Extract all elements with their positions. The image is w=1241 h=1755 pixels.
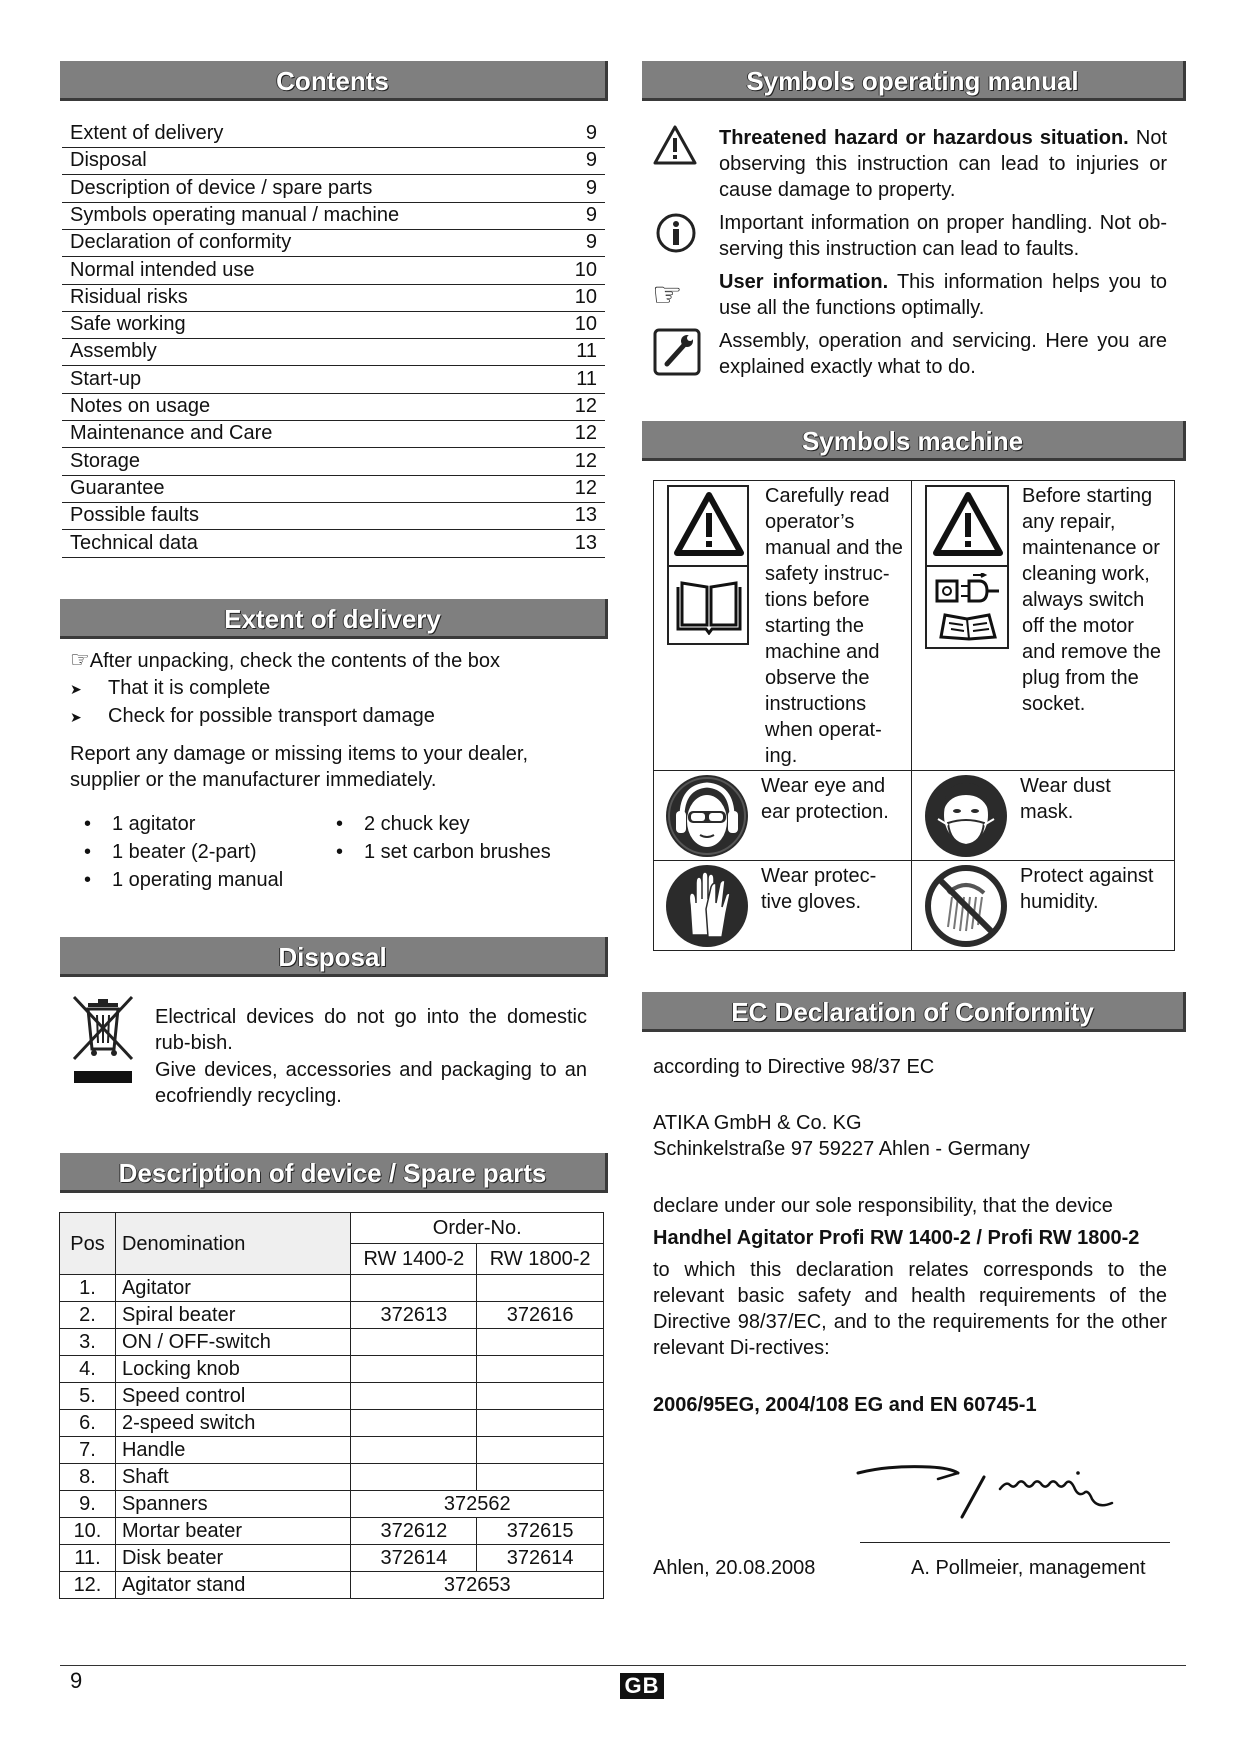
signature-line xyxy=(860,1542,1170,1543)
table-row xyxy=(60,1545,604,1572)
hand-pointer-icon: ☞ xyxy=(652,276,683,314)
cell-pos: 10. xyxy=(60,1518,116,1545)
ec-relates: to which this declaration relates corresponds to the relevant basic safety and health requirements of the Directive 98/37/EC, and to the requirements for the other relevant Di-rectives: xyxy=(653,1259,1167,1359)
col-rw1400-header: RW 1400-2 xyxy=(351,1244,477,1275)
cell-pos: 6. xyxy=(60,1410,116,1437)
toc-title: Disposal xyxy=(70,149,147,172)
cell-order-rw1800 xyxy=(477,1383,604,1410)
toc-row xyxy=(62,284,605,312)
toc-title: Safe working xyxy=(70,313,186,336)
table-row xyxy=(60,1410,604,1437)
cell-order-rw1800: 372614 xyxy=(477,1545,604,1572)
toc-row xyxy=(62,502,605,530)
cell-order-rw1400 xyxy=(351,1383,477,1410)
eye-ear-text: Wear eye and ear protection. xyxy=(761,775,889,823)
cell-pos: 7. xyxy=(60,1437,116,1464)
cell-denomination: Shaft xyxy=(115,1464,351,1491)
ec-standards: 2006/95EG, 2004/108 EG and EN 60745-1 xyxy=(653,1394,1037,1416)
toc-page: 12 xyxy=(574,395,597,417)
cell-order-rw1800: 372615 xyxy=(477,1518,604,1545)
toc-row xyxy=(62,393,605,421)
cell-pos: 12. xyxy=(60,1572,116,1599)
dust-mask-icon xyxy=(922,773,1010,859)
crossed-bin-icon xyxy=(70,995,136,1087)
extent-intro xyxy=(70,647,500,674)
toc-page: 11 xyxy=(576,367,597,390)
read-manual-sign xyxy=(667,485,749,645)
footer-rule xyxy=(60,1665,1186,1666)
gloves-text: Wear protec-tive gloves. xyxy=(761,865,877,913)
extent-check-2-text: Check for possible transport damage xyxy=(108,705,435,727)
table-row xyxy=(60,1491,604,1518)
cell-order-rw1400 xyxy=(351,1410,477,1437)
cell-pos: 3. xyxy=(60,1329,116,1356)
cell-order-rw1400 xyxy=(351,1356,477,1383)
symbol-user-info-bold: User information. xyxy=(719,271,889,293)
toc-row xyxy=(62,448,605,476)
warning-triangle-icon xyxy=(673,491,745,557)
table-row xyxy=(60,1437,604,1464)
table-row xyxy=(60,1275,604,1302)
cell-denomination: Speed control xyxy=(115,1383,351,1410)
symbol-user-info-text xyxy=(719,269,1167,321)
toc-page: 10 xyxy=(574,285,597,308)
ec-device: Handhel Agitator Profi RW 1400-2 / Profi RW 1800-2 xyxy=(653,1227,1140,1249)
before-repair-text: Before starting any repair, maintenance or cleaning work, always switch off the motor and remove the plug from the socket. xyxy=(1022,485,1161,715)
extent-report: Report any damage or missing items to your dealer, supplier or the manufacturer immediately. xyxy=(70,743,528,791)
cell-pos: 11. xyxy=(60,1545,116,1572)
extent-check-2 xyxy=(70,703,435,730)
open-book-icon xyxy=(674,579,744,635)
list-item: • 2 chuck key xyxy=(336,813,470,835)
table-row xyxy=(60,1383,604,1410)
open-book-icon xyxy=(939,611,997,643)
bullet-icon: • xyxy=(84,841,92,863)
cell-order-rw1400 xyxy=(351,1437,477,1464)
toc-title: Notes on usage xyxy=(70,395,211,417)
toc-page: 9 xyxy=(585,176,597,199)
toc-title: Maintenance and Care xyxy=(70,422,273,445)
footer-language-badge: GB xyxy=(620,1673,664,1699)
cell-order-rw1800 xyxy=(477,1437,604,1464)
cell-pos: 8. xyxy=(60,1464,116,1491)
footer-page-number: 9 xyxy=(70,1668,83,1693)
signature xyxy=(850,1455,1180,1525)
warning-triangle-icon xyxy=(932,491,1004,557)
cell-denomination: ON / OFF-switch xyxy=(115,1329,351,1356)
list-item: • 1 agitator xyxy=(84,813,196,835)
cell-denomination: Mortar beater xyxy=(115,1518,351,1545)
toc-page: 10 xyxy=(574,258,597,281)
table-row xyxy=(60,1572,604,1599)
toc-row xyxy=(62,175,605,203)
toc-title: Description of device / spare parts xyxy=(70,176,373,199)
wrench-icon xyxy=(653,328,701,376)
eye-ear-protection-icon xyxy=(664,773,750,859)
cell-denomination: Disk beater xyxy=(115,1545,351,1572)
cell-order-rw1400 xyxy=(351,1275,477,1302)
ec-address: Schinkelstraße 97 59227 Ahlen - Germany xyxy=(653,1138,1030,1160)
toc-row xyxy=(62,147,605,175)
cell-denomination: Handle xyxy=(115,1437,351,1464)
cell-order-rw1800 xyxy=(477,1356,604,1383)
ec-declare: declare under our sole responsibility, that the device xyxy=(653,1195,1113,1217)
toc-title: Declaration of conformity xyxy=(70,231,292,254)
cell-denomination: Agitator xyxy=(115,1275,351,1302)
toc-page: 9 xyxy=(585,122,597,144)
ec-directive: according to Directive 98/37 EC xyxy=(653,1056,935,1078)
toc-page: 12 xyxy=(574,476,597,499)
toc-page: 13 xyxy=(574,504,597,527)
col-denomination-header: Denomination xyxy=(115,1213,351,1275)
list-item: • 1 set carbon brushes xyxy=(336,841,551,863)
list-item: • 1 operating manual xyxy=(84,869,284,891)
toc-title: Guarantee xyxy=(70,476,165,499)
table-row xyxy=(60,1518,604,1545)
symbol-assembly-text: Assembly, operation and servicing. Here you are explained exactly what to do. xyxy=(719,330,1167,378)
symbol-hazard-text xyxy=(719,125,1167,203)
symbol-cell-dust-mask xyxy=(912,771,1175,861)
list-item: • 1 beater (2-part) xyxy=(84,841,257,863)
unplug-icon xyxy=(935,573,1001,607)
toc-page: 12 xyxy=(574,449,597,472)
ec-signer: A. Pollmeier, management xyxy=(911,1557,1146,1579)
cell-order-rw1400 xyxy=(351,1464,477,1491)
cell-denomination: Locking knob xyxy=(115,1356,351,1383)
col-pos-header: Pos xyxy=(60,1213,116,1275)
toc-page: 9 xyxy=(585,231,597,254)
ec-place-date: Ahlen, 20.08.2008 xyxy=(653,1557,816,1579)
symbol-user-info-rest: This information helps you to use all the functions optimally. xyxy=(719,271,1167,319)
symbol-cell-humidity xyxy=(912,861,1175,951)
extent-header: Extent of delivery xyxy=(60,599,608,639)
toc-title: Extent of delivery xyxy=(70,122,224,144)
toc-title: Risidual risks xyxy=(70,285,188,308)
unplug-sign xyxy=(925,485,1009,649)
symbol-cell-eye-ear xyxy=(654,771,912,861)
spare-parts-table xyxy=(59,1212,604,1599)
toc-row xyxy=(62,229,605,257)
cell-pos: 9. xyxy=(60,1491,116,1518)
dust-mask-text: Wear dust mask. xyxy=(1020,775,1111,823)
extent-check-1-text: That it is complete xyxy=(108,677,271,699)
toc-page: 10 xyxy=(574,313,597,336)
machine-symbols-table xyxy=(653,480,1175,951)
cell-pos: 1. xyxy=(60,1275,116,1302)
cell-denomination: Spanners xyxy=(115,1491,351,1518)
bullet-icon: • xyxy=(84,869,92,891)
extent-check-1 xyxy=(70,675,270,702)
warning-triangle-icon xyxy=(652,124,698,166)
hand-pointer-icon: ☞ xyxy=(70,647,90,672)
toc-title: Possible faults xyxy=(70,504,199,527)
toc-page: 12 xyxy=(574,422,597,445)
toc-row xyxy=(62,202,605,230)
cell-denomination: 2-speed switch xyxy=(115,1410,351,1437)
toc-row xyxy=(62,420,605,448)
cell-order-both: 372562 xyxy=(351,1491,604,1518)
toc-title: Storage xyxy=(70,449,141,472)
table-row xyxy=(60,1356,604,1383)
description-header: Description of device / Spare parts xyxy=(60,1153,608,1193)
cell-order-rw1400: 372612 xyxy=(351,1518,477,1545)
ec-company: ATIKA GmbH & Co. KG xyxy=(653,1112,862,1134)
table-row xyxy=(60,1302,604,1329)
cell-order-rw1800 xyxy=(477,1464,604,1491)
toc-page: 13 xyxy=(574,531,597,554)
toc-row xyxy=(62,311,605,339)
delivery-list-right xyxy=(336,811,551,865)
disposal-text-2: Give devices, accessories and packaging to an ecofriendly recycling. xyxy=(155,1059,587,1107)
symbol-hazard-bold: Threatened hazard or hazardous situation. xyxy=(719,127,1129,149)
toc-title: Normal intended use xyxy=(70,258,255,281)
contents-header: Contents xyxy=(60,61,608,101)
col-rw1800-header: RW 1800-2 xyxy=(477,1244,604,1275)
toc-page: 11 xyxy=(576,340,597,363)
bullet-icon: • xyxy=(84,813,92,835)
symbols-machine-header: Symbols machine xyxy=(642,421,1186,461)
toc-row xyxy=(62,366,605,394)
read-manual-text: Carefully read operator’s manual and the safety instruc-tions before starting the machine and observe the instructions when operat-ing. xyxy=(765,485,903,767)
symbol-cell-read-manual xyxy=(654,481,912,771)
arrow-bullet-icon: ➤ xyxy=(70,709,82,725)
symbol-cell-gloves xyxy=(654,861,912,951)
disposal-text-1: Electrical devices do not go into the domestic rub-bish. xyxy=(155,1006,587,1054)
table-row xyxy=(60,1329,604,1356)
symbol-cell-before-repair xyxy=(912,481,1175,771)
cell-order-rw1800 xyxy=(477,1329,604,1356)
cell-order-rw1400: 372614 xyxy=(351,1545,477,1572)
toc-row xyxy=(62,475,605,503)
toc-row xyxy=(62,257,605,285)
toc-title: Start-up xyxy=(70,367,142,390)
bullet-icon: • xyxy=(336,841,344,863)
toc-title: Symbols operating manual / machine xyxy=(70,203,400,226)
ec-header: EC Declaration of Conformity xyxy=(642,992,1186,1032)
symbols-manual-header: Symbols operating manual xyxy=(642,61,1186,101)
toc-title: Assembly xyxy=(70,340,157,363)
cell-pos: 5. xyxy=(60,1383,116,1410)
symbol-info-text: Important information on proper handling. Not ob-serving this instruction can lead to faults. xyxy=(719,212,1167,260)
toc-row xyxy=(62,338,605,366)
cell-order-rw1800 xyxy=(477,1410,604,1437)
extent-intro-text: After unpacking, check the contents of the box xyxy=(89,650,500,672)
toc-title: Technical data xyxy=(70,531,198,554)
toc-page: 9 xyxy=(585,203,597,226)
cell-order-rw1800 xyxy=(477,1275,604,1302)
bullet-icon: • xyxy=(336,813,344,835)
cell-order-rw1400: 372613 xyxy=(351,1302,477,1329)
cell-order-rw1400 xyxy=(351,1329,477,1356)
cell-order-rw1800: 372616 xyxy=(477,1302,604,1329)
delivery-list-left xyxy=(84,811,283,893)
cell-pos: 4. xyxy=(60,1356,116,1383)
cell-pos: 2. xyxy=(60,1302,116,1329)
arrow-bullet-icon: ➤ xyxy=(70,681,82,697)
toc-row xyxy=(62,120,605,148)
cell-order-both: 372653 xyxy=(351,1572,604,1599)
toc-row xyxy=(62,530,605,558)
cell-denomination: Agitator stand xyxy=(115,1572,351,1599)
cell-denomination: Spiral beater xyxy=(115,1302,351,1329)
disposal-header: Disposal xyxy=(60,937,608,977)
humidity-text: Protect against humidity. xyxy=(1020,865,1154,913)
no-humidity-icon xyxy=(922,863,1010,949)
table-row xyxy=(60,1464,604,1491)
symbol-hazard-rest: Not observing this instruction can lead to injuries or cause damage to property. xyxy=(719,127,1167,201)
col-order-header: Order-No. xyxy=(351,1213,604,1244)
info-icon xyxy=(655,212,697,254)
gloves-icon xyxy=(664,863,750,949)
toc-page: 9 xyxy=(585,149,597,172)
